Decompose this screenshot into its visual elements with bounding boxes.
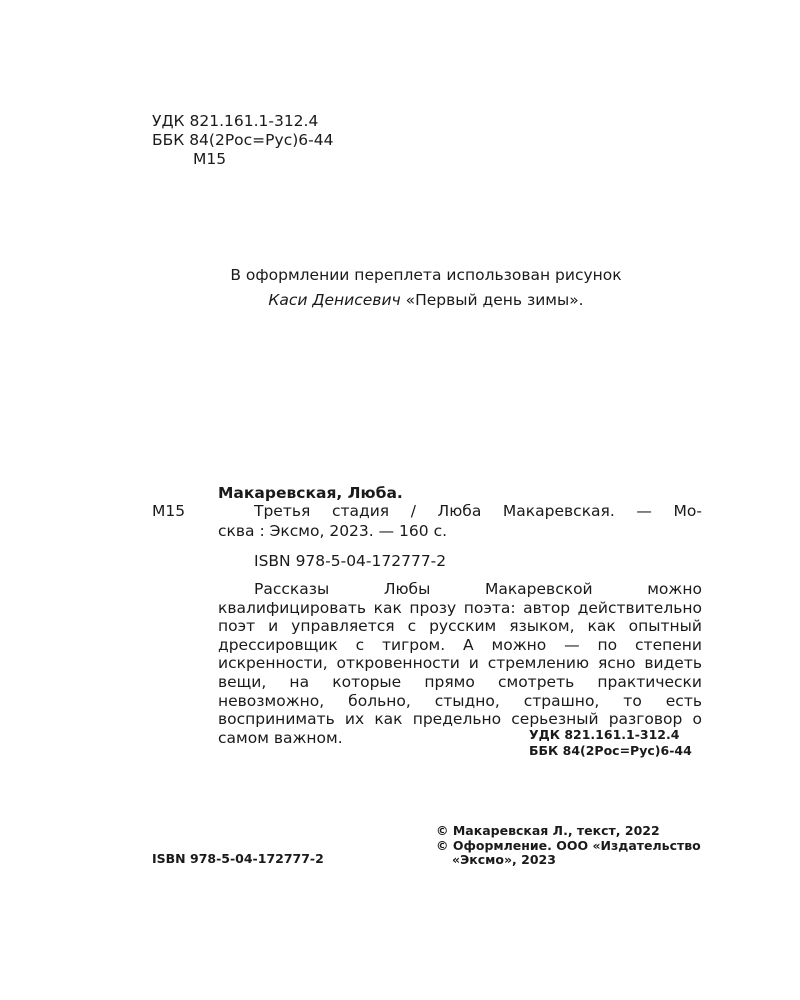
artist-name: Каси Денисевич <box>268 291 401 309</box>
bbk-index: ББК 84(2Рос=Рус)6-44 <box>152 131 334 149</box>
cover-note-line2 <box>0 291 800 309</box>
catalog-title-line2: сква : Эксмо, 2023. — 160 с. <box>218 522 448 540</box>
catalog-udk: УДК 821.161.1-312.4 <box>529 727 680 742</box>
catalog-heading: Макаревская, Люба. <box>218 484 403 502</box>
copyright-text: © Макаревская Л., текст, 2022 <box>436 823 660 838</box>
udk-index: УДК 821.161.1-312.4 <box>152 112 319 130</box>
copyright-design-line2: «Эксмо», 2023 <box>452 852 556 867</box>
artwork-title: «Первый день зимы». <box>400 291 584 309</box>
annotation-paragraph: Рассказы Любы Макаревской можно квалифицировать как прозу поэта: автор действительно поэт и управляется с русским языком, как опытный дрессировщик с тигром. А можно — по степени искренности, откровенности и стремлению ясно видеть вещи, на которые прямо смотреть практически невозможно, больно, стыдно, страшно, то есть воспринимать их как предельно серьезный разговор о самом важном. <box>218 580 702 747</box>
cover-note-line1: В оформлении переплета использован рисунок <box>230 266 622 284</box>
catalog-isbn: ISBN 978-5-04-172777-2 <box>254 552 447 570</box>
catalog-author-mark: М15 <box>152 502 186 520</box>
catalog-bbk: ББК 84(2Рос=Рус)6-44 <box>529 743 692 758</box>
author-mark: М15 <box>193 150 227 168</box>
footer-isbn: ISBN 978-5-04-172777-2 <box>152 851 324 866</box>
copyright-design-line1: © Оформление. ООО «Издательство <box>436 838 701 853</box>
catalog-title-line1: Третья стадия / Люба Макаревская. — Мо- <box>254 502 702 520</box>
